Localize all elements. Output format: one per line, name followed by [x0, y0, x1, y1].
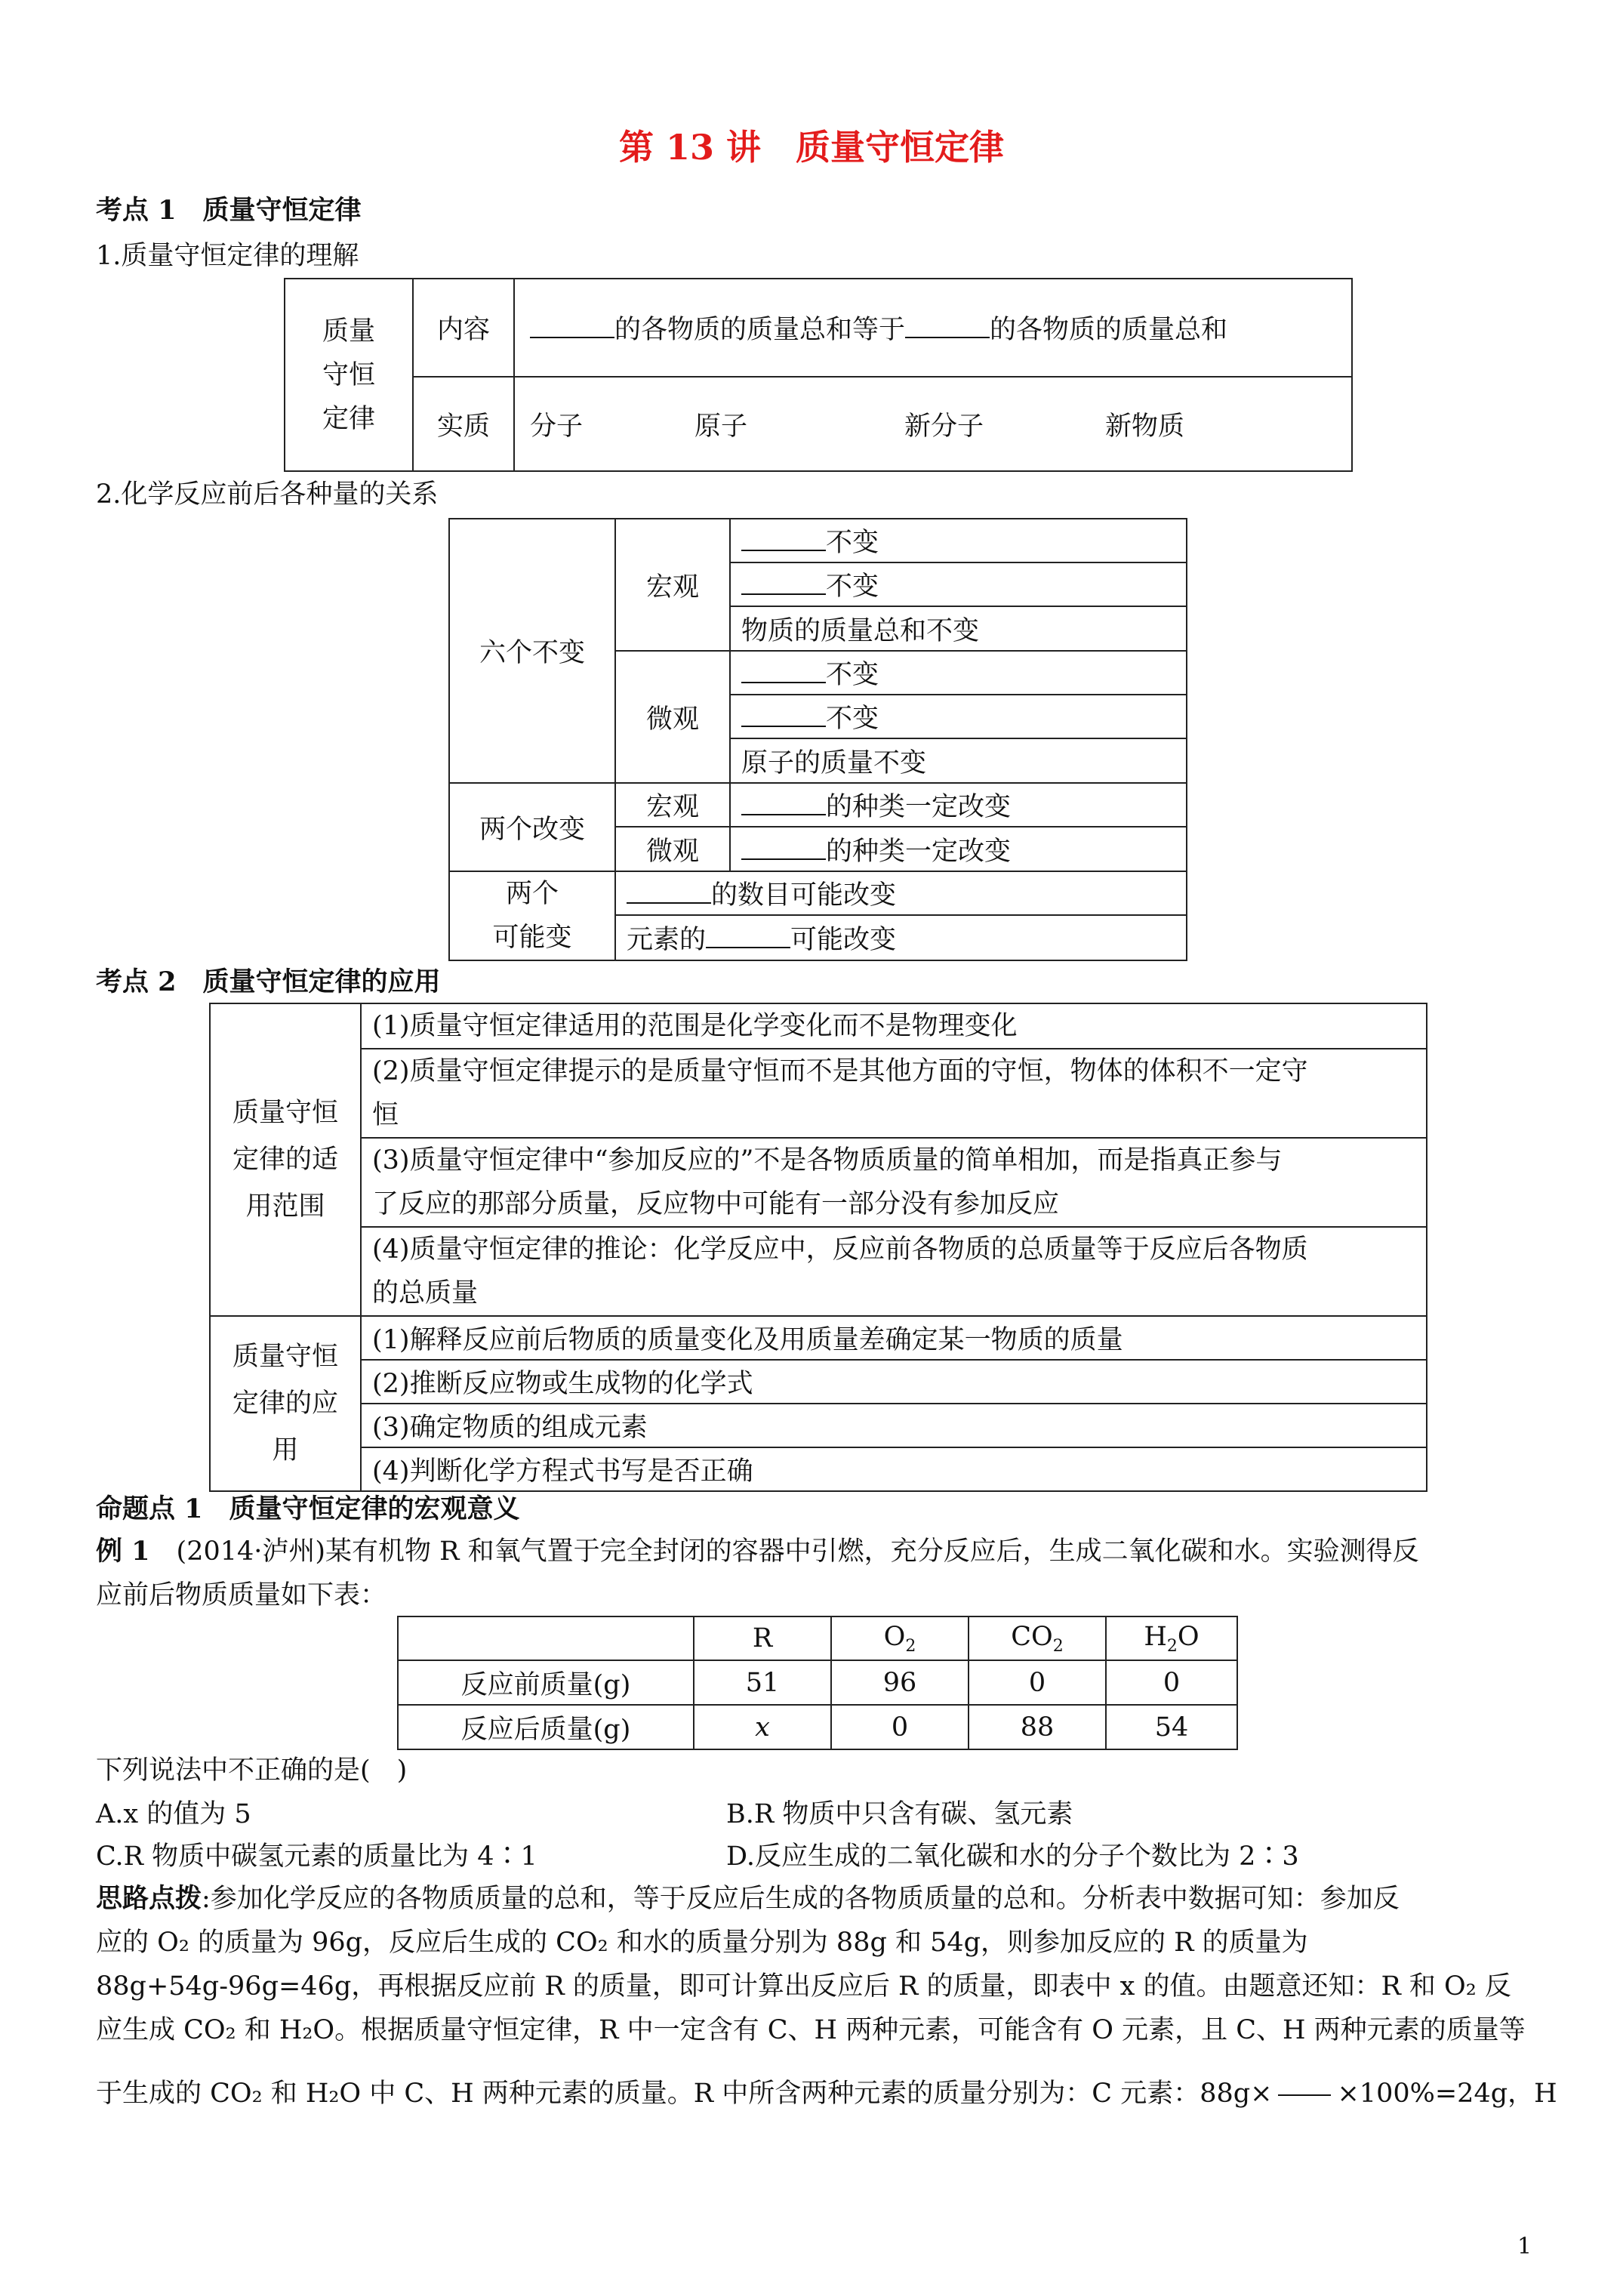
- cell: 0: [1106, 1660, 1237, 1705]
- change-row-1: 的种类一定改变: [730, 783, 1187, 827]
- scope-row-1: (1)质量守恒定律适用的范围是化学变化而不是物理变化: [361, 1003, 1427, 1049]
- subheading-relations: 2.化学反应前后各种量的关系: [96, 479, 439, 510]
- two-change: 两个改变: [449, 783, 615, 871]
- micro-row-1: 不变: [730, 651, 1187, 695]
- example-line-2: 应前后物质质量如下表：: [96, 1580, 387, 1610]
- fraction-bar: [1278, 2094, 1331, 2096]
- col-header-o2: $O_2$: [831, 1616, 969, 1660]
- question-text: 下列说法中不正确的是( ): [96, 1755, 408, 1786]
- cell: 54: [1106, 1705, 1237, 1749]
- hint-line-1: 思路点拨:参加化学反应的各物质质量的总和，等于反应后生成的各物质质量的总和。分析表中数据可知：参加反: [96, 1883, 1400, 1914]
- macro-label: 宏观: [615, 519, 730, 651]
- macro-label-2: 宏观: [615, 783, 730, 827]
- app-row-1: (1)解释反应前后物质的质量变化及用质量差确定某一物质的质量: [361, 1316, 1427, 1360]
- hint-line-2: 应的 O₂ 的质量为 96g，反应后生成的 CO₂ 和水的质量分别为 88g 和 54g，则参加反应的 R 的质量为: [96, 1928, 1308, 1958]
- row-label-after: 反应后质量(g): [398, 1705, 694, 1749]
- app-row-4: (4)判断化学方程式书写是否正确: [361, 1447, 1427, 1491]
- change-row-2: 的种类一定改变: [730, 827, 1187, 871]
- section-heading-kp2: 考点 2 质量守恒定律的应用: [96, 966, 441, 997]
- application-table: [209, 1003, 1427, 1492]
- subheading-understanding: 1.质量守恒定律的理解: [96, 241, 359, 271]
- section-heading-mp1: 命题点 1 质量守恒定律的宏观意义: [96, 1493, 520, 1524]
- page-title: 第 13 讲 质量守恒定律: [618, 127, 1005, 168]
- hint-line-4: 应生成 CO₂ 和 H₂O。根据质量守恒定律，R 中一定含有 C、H 两种元素，可能含有 O 元素，且 C、H 两种元素的质量等: [96, 2015, 1526, 2045]
- essence-items: 分子 原子 新分子 新物质: [514, 377, 1352, 471]
- macro-row-3: 物质的质量总和不变: [730, 606, 1187, 651]
- content-label: 内容: [413, 279, 514, 377]
- cell: 88: [969, 1705, 1106, 1749]
- option-a: A.x 的值为 5: [96, 1799, 251, 1829]
- micro-label-2: 微观: [615, 827, 730, 871]
- col-header-r: R: [694, 1616, 831, 1660]
- scope-row-4: (4)质量守恒定律的推论：化学反应中，反应前各物质的总质量等于反应后各物质 的总质量: [361, 1227, 1427, 1316]
- col-header-h2o: $H_2O$: [1106, 1616, 1237, 1660]
- page-number: 1: [1517, 2233, 1532, 2260]
- scope-row-2: (2)质量守恒定律提示的是质量守恒而不是其他方面的守恒，物体的体积不一定守 恒: [361, 1049, 1427, 1138]
- six-unchanged: 六个不变: [449, 519, 615, 783]
- blank: [905, 316, 990, 338]
- blank: [530, 316, 614, 338]
- cell: x: [694, 1705, 831, 1749]
- row-label-before: 反应前质量(g): [398, 1660, 694, 1705]
- micro-row-3: 原子的质量不变: [730, 738, 1187, 783]
- cell: 0: [969, 1660, 1106, 1705]
- law-row-head: 质量 守恒 定律: [285, 279, 413, 471]
- col-header-co2: $CO_2$: [969, 1616, 1106, 1660]
- maybe-head: 两个 可能变: [449, 871, 615, 960]
- mass-data-table: [397, 1616, 1238, 1750]
- option-c: C.R 物质中碳氢元素的质量比为 4∶1: [96, 1841, 537, 1872]
- micro-row-2: 不变: [730, 695, 1187, 738]
- example-line-1: 例 1 (2014·泸州)某有机物 R 和氧气置于完全封闭的容器中引燃，充分反应后，生成二氧化碳和水。实验测得反: [96, 1536, 1419, 1567]
- option-d: D.反应生成的二氧化碳和水的分子个数比为 2∶3: [726, 1841, 1299, 1872]
- table-corner: [398, 1616, 694, 1660]
- scope-row-3: (3)质量守恒定律中“参加反应的”不是各物质质量的简单相加，而是指真正参与 了反应的那部分质量，反应物中可能有一部分没有参加反应: [361, 1138, 1427, 1227]
- relations-table: [448, 518, 1187, 961]
- macro-row-1: 不变: [730, 519, 1187, 562]
- maybe-row-1: 的数目可能改变: [615, 871, 1187, 915]
- cell: 51: [694, 1660, 831, 1705]
- section-heading-kp1: 考点 1 质量守恒定律: [96, 195, 362, 226]
- app-head: 质量守恒 定律的应 用: [210, 1316, 361, 1491]
- hint-line-3: 88g+54g-96g=46g，再根据反应前 R 的质量，即可计算出反应后 R 的质量，即表中 x 的值。由题意还知：R 和 O₂ 反: [96, 1971, 1511, 2002]
- content-text: 的各物质的质量总和等于 的各物质的质量总和: [514, 279, 1352, 377]
- hint-line-5: 于生成的 CO₂ 和 H₂O 中 C、H 两种元素的质量。R 中所含两种元素的质量分别为：C 元素：88g× ×100%=24g，H: [96, 2079, 1557, 2109]
- maybe-row-2: 元素的 可能改变: [615, 915, 1187, 960]
- app-row-3: (3)确定物质的组成元素: [361, 1404, 1427, 1447]
- scope-head: 质量守恒 定律的适 用范围: [210, 1003, 361, 1316]
- option-b: B.R 物质中只含有碳、氢元素: [726, 1799, 1073, 1829]
- law-understanding-table: [284, 278, 1353, 472]
- cell: 96: [831, 1660, 969, 1705]
- essence-label: 实质: [413, 377, 514, 471]
- micro-label: 微观: [615, 651, 730, 783]
- macro-row-2: 不变: [730, 562, 1187, 606]
- cell: 0: [831, 1705, 969, 1749]
- app-row-2: (2)推断反应物或生成物的化学式: [361, 1360, 1427, 1404]
